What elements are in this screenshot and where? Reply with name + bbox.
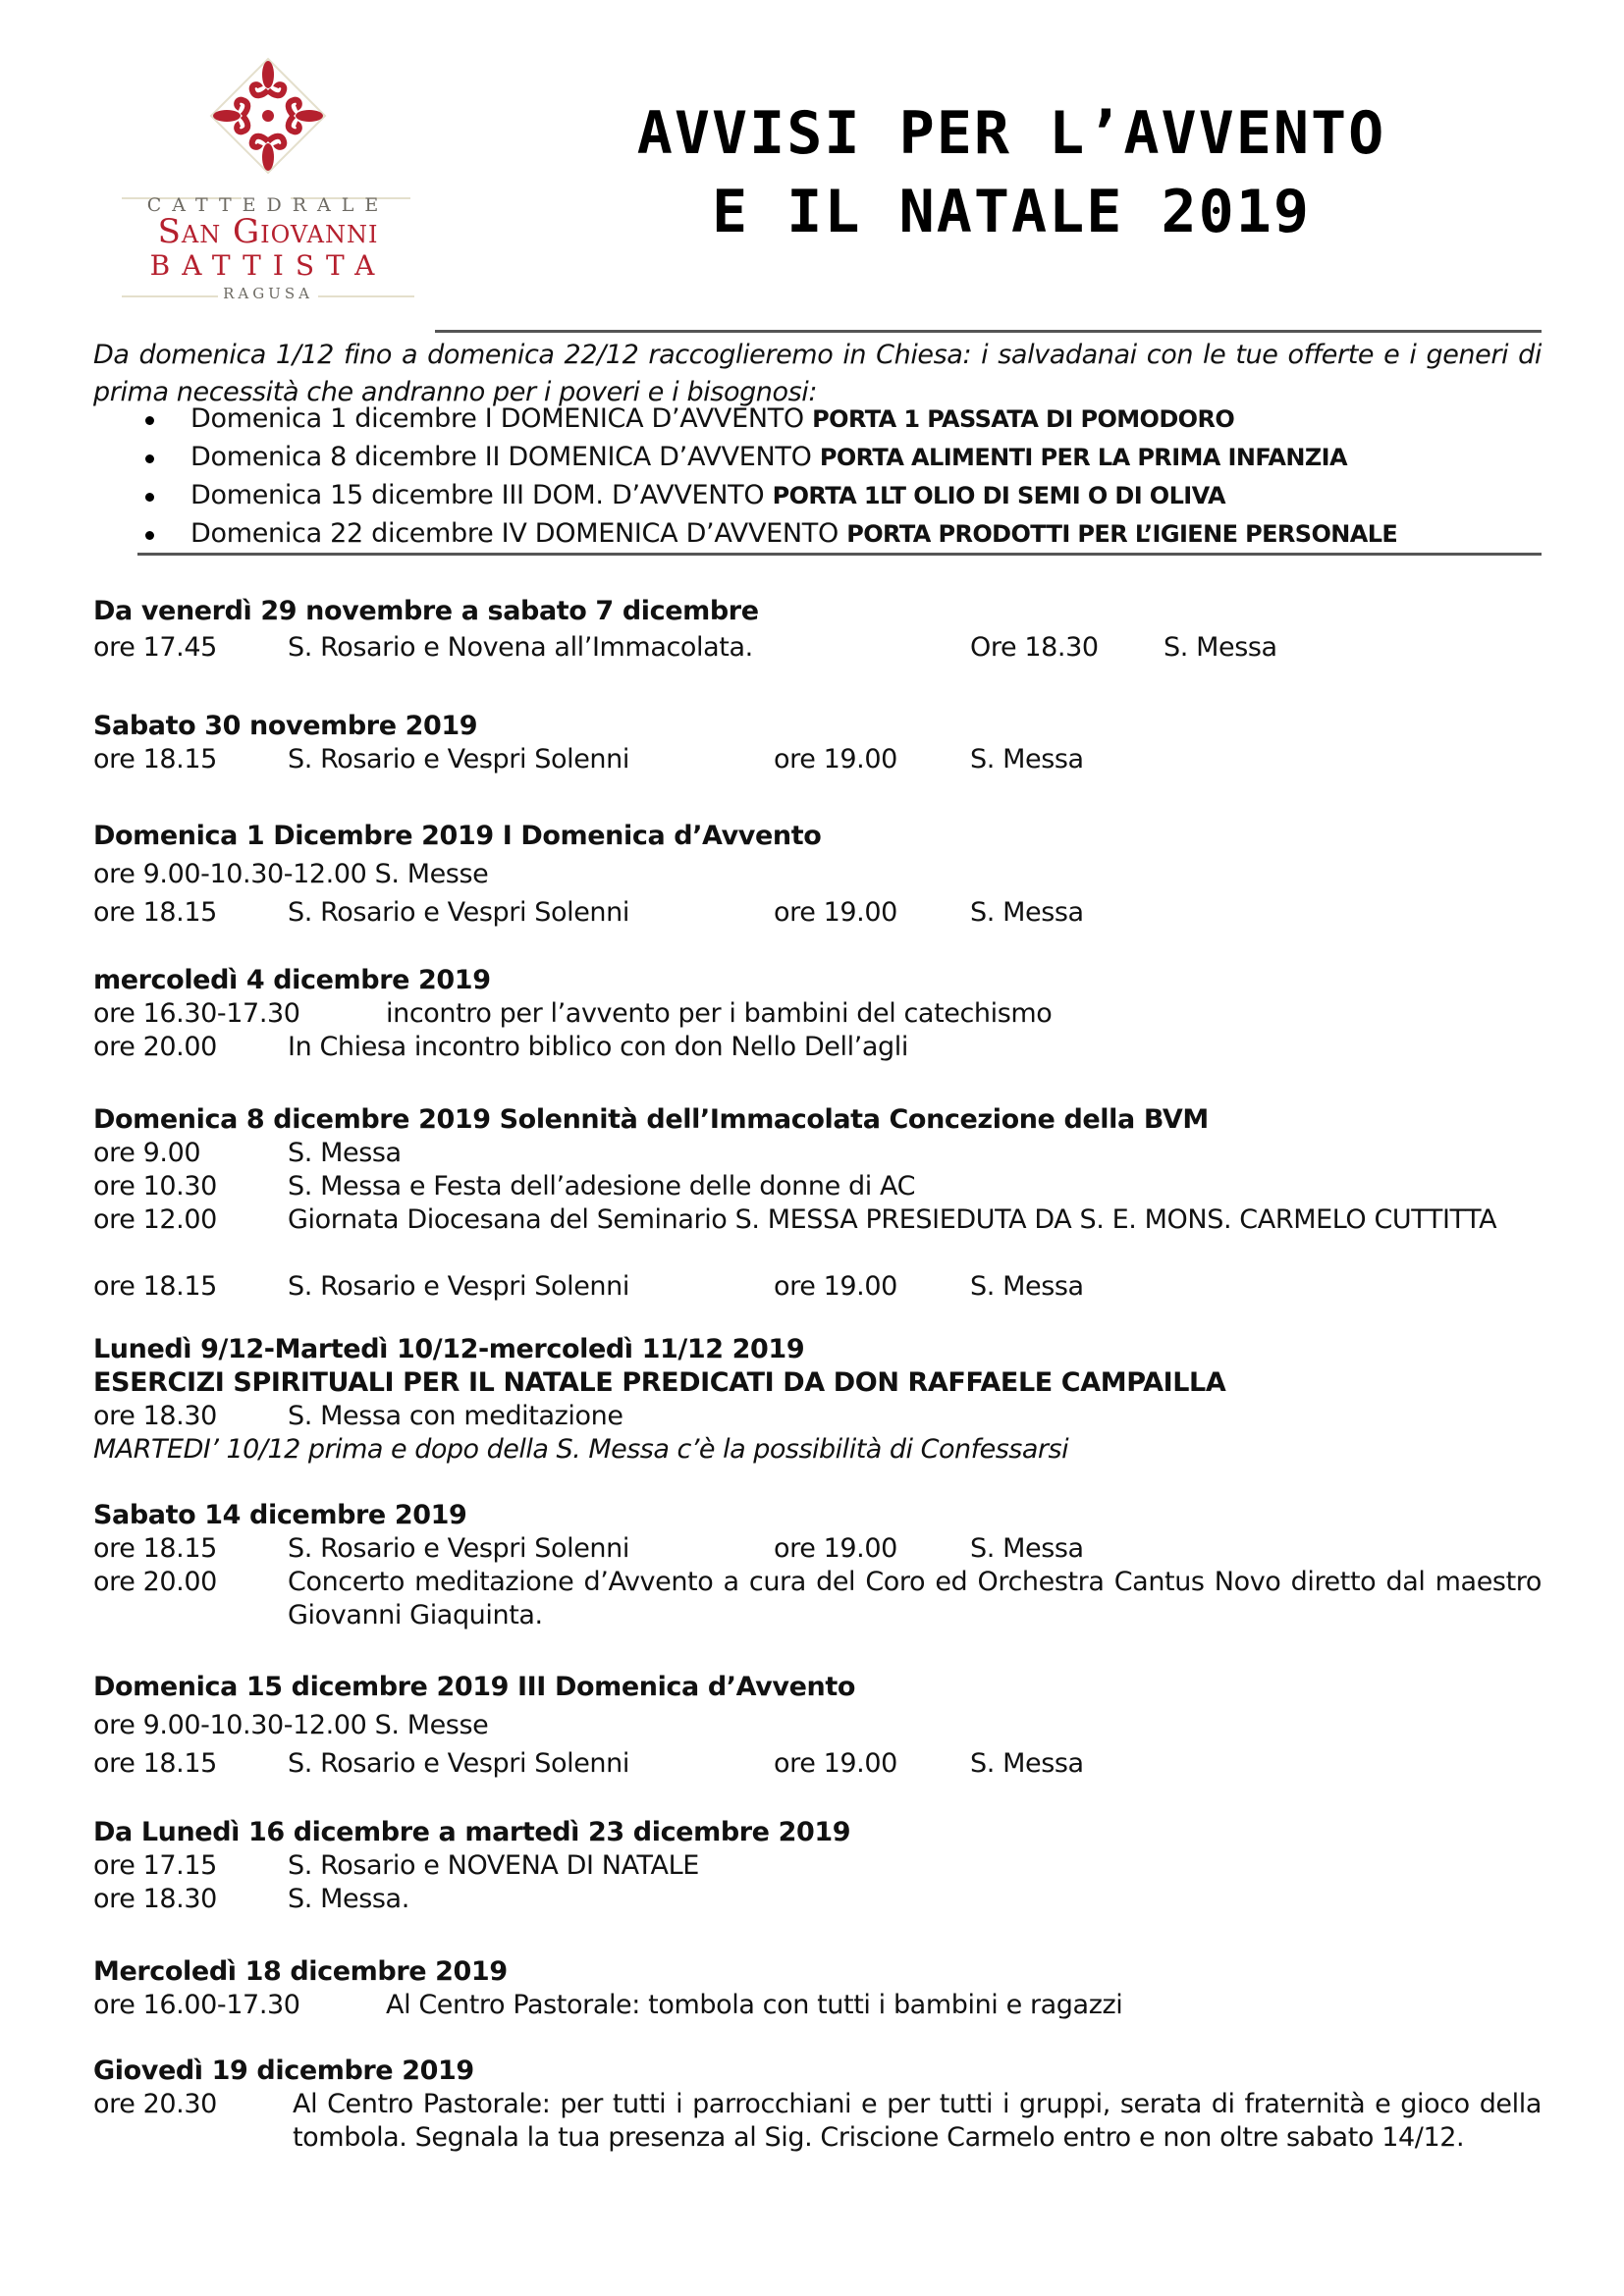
schedule-row xyxy=(93,997,1542,1031)
cathedral-logo xyxy=(116,57,420,302)
activity: incontro per l’avvento per i bambini del catechismo xyxy=(386,998,1053,1029)
schedule-text: ore 9.00-10.30-12.00 S. Messe xyxy=(93,1710,489,1740)
schedule-row xyxy=(93,1031,1542,1064)
schedule-row xyxy=(93,1203,1542,1270)
schedule-row xyxy=(93,855,1542,893)
time: ore 12.00 xyxy=(93,1204,217,1235)
time: ore 19.00 xyxy=(774,1533,897,1564)
donation-request: PORTA ALIMENTI PER LA PRIMA INFANZIA xyxy=(819,444,1347,471)
activity: S. Rosario e Vespri Solenni xyxy=(288,1748,629,1779)
schedule-row xyxy=(93,1137,1542,1170)
donation-label: Domenica 1 dicembre I DOMENICA D’AVVENTO xyxy=(190,403,813,434)
schedule-row xyxy=(93,1532,1542,1566)
divider-top xyxy=(435,330,1542,333)
activity: Al Centro Pastorale: per tutti i parrocchiani e per tutti i gruppi, serata di fraternità e gioco della tombola. Segnala la tua presenza al Sig. Criscione Carmelo entro e non oltre sabato 14/12. xyxy=(293,2089,1542,2153)
schedule-row xyxy=(93,1883,1542,1916)
section-heading: Giovedì 19 dicembre 2019 xyxy=(93,2056,474,2086)
donation-item xyxy=(137,400,1551,438)
bullet-icon xyxy=(145,416,154,425)
section-heading: Da Lunedì 16 dicembre a martedì 23 dicembre 2019 xyxy=(93,1817,851,1847)
schedule-text: ore 9.00-10.30-12.00 S. Messe xyxy=(93,859,489,889)
section-heading: Domenica 15 dicembre 2019 III Domenica d’Avvento xyxy=(93,1672,855,1702)
activity: S. Messa xyxy=(970,1748,1084,1779)
time: Ore 18.30 xyxy=(970,632,1099,663)
time: ore 17.15 xyxy=(93,1850,217,1881)
schedule-section xyxy=(93,964,1542,1064)
time: ore 18.15 xyxy=(93,1533,217,1564)
time: ore 18.15 xyxy=(93,1748,217,1779)
schedule-section xyxy=(93,1103,1542,1304)
section-heading: Lunedì 9/12-Martedì 10/12-mercoledì 11/12 2019 xyxy=(93,1334,805,1364)
time: ore 18.15 xyxy=(93,897,217,928)
activity: S. Messa xyxy=(288,1138,402,1168)
activity: S. Messa xyxy=(970,744,1084,774)
activity: Giornata Diocesana del Seminario S. MESSA PRESIEDUTA DA S. E. MONS. CARMELO CUTTITTA xyxy=(288,1204,1497,1235)
activity: S. Messa xyxy=(970,1533,1084,1564)
logo-san-giovanni: San Giovanni xyxy=(157,212,379,251)
donation-item xyxy=(137,476,1551,514)
time: ore 20.00 xyxy=(93,1032,217,1062)
fleur-cross-icon xyxy=(209,57,327,175)
bullet-icon xyxy=(145,493,154,502)
activity: S. Rosario e Vespri Solenni xyxy=(288,1533,629,1564)
time: ore 16.30-17.30 xyxy=(93,998,300,1029)
schedule-row xyxy=(93,1989,1542,2022)
donation-label: Domenica 15 dicembre III DOM. D’AVVENTO xyxy=(190,480,773,510)
time: ore 19.00 xyxy=(774,897,897,928)
bullet-icon xyxy=(145,454,154,463)
donation-request: PORTA 1LT OLIO DI SEMI O DI OLIVA xyxy=(772,482,1225,509)
time: ore 9.00 xyxy=(93,1138,201,1168)
time: ore 19.00 xyxy=(774,744,897,774)
activity: S. Messa. xyxy=(288,1884,409,1914)
schedule-row xyxy=(93,2088,1542,2188)
donation-label: Domenica 22 dicembre IV DOMENICA D’AVVENTO xyxy=(190,518,847,549)
donation-list xyxy=(137,400,1551,553)
schedule-row xyxy=(93,1170,1542,1203)
activity: S. Messa xyxy=(970,897,1084,928)
donation-item xyxy=(137,438,1551,476)
schedule-row xyxy=(93,1744,1542,1783)
time: ore 19.00 xyxy=(774,1271,897,1302)
section-heading: mercoledì 4 dicembre 2019 xyxy=(93,965,491,995)
time: ore 10.30 xyxy=(93,1171,217,1201)
logo-battista: BATTISTA xyxy=(149,249,387,282)
section-heading: Domenica 1 Dicembre 2019 I Domenica d’Avvento xyxy=(93,821,822,851)
schedule-row xyxy=(93,1706,1542,1744)
schedule-row xyxy=(93,743,1542,776)
activity: S. Rosario e Vespri Solenni xyxy=(288,897,629,928)
time: ore 18.30 xyxy=(93,1401,217,1431)
schedule-section xyxy=(93,2055,1542,2188)
donation-request: PORTA 1 PASSATA DI POMODORO xyxy=(812,405,1235,433)
time: ore 18.15 xyxy=(93,744,217,774)
section-heading: Domenica 8 dicembre 2019 Solennità dell’Immacolata Concezione della BVM xyxy=(93,1104,1209,1135)
time: ore 17.45 xyxy=(93,632,217,663)
activity: Concerto meditazione d’Avvento a cura del Coro ed Orchestra Cantus Novo diretto dal maestro Giovanni Giaquinta. xyxy=(288,1567,1542,1630)
divider-bottom xyxy=(137,553,1542,556)
time: ore 18.15 xyxy=(93,1271,217,1302)
time: ore 20.00 xyxy=(93,1567,217,1597)
activity: S. Messa xyxy=(1164,632,1277,663)
section-heading: Da venerdì 29 novembre a sabato 7 dicembre xyxy=(93,596,759,626)
activity: S. Messa con meditazione xyxy=(288,1401,623,1431)
schedule-section xyxy=(93,817,1542,932)
section-subheading: ESERCIZI SPIRITUALI PER IL NATALE PREDICATI DA DON RAFFAELE CAMPAILLA xyxy=(93,1367,1226,1398)
activity: Al Centro Pastorale: tombola con tutti i bambini e ragazzi xyxy=(386,1990,1123,2020)
schedule-row xyxy=(93,1400,1542,1433)
schedule-section xyxy=(93,1499,1542,1632)
logo-ragusa: RAGUSA xyxy=(223,285,313,302)
donation-label: Domenica 8 dicembre II DOMENICA D’AVVENTO xyxy=(190,442,820,472)
section-heading: Sabato 14 dicembre 2019 xyxy=(93,1500,467,1530)
activity: S. Rosario e NOVENA DI NATALE xyxy=(288,1850,699,1881)
section-heading: Sabato 30 novembre 2019 xyxy=(93,711,478,741)
donation-request: PORTA PRODOTTI PER L’IGIENE PERSONALE xyxy=(846,520,1398,548)
schedule-section xyxy=(93,595,1542,667)
time: ore 18.30 xyxy=(93,1884,217,1914)
intro-text: Da domenica 1/12 fino a domenica 22/12 raccoglieremo in Chiesa: i salvadanai con le tue offerte e i generi di prima necessità che andranno per i poveri e i bisognosi: xyxy=(93,340,1542,407)
activity: S. Rosario e Vespri Solenni xyxy=(288,744,629,774)
title-line-2: E IL NATALE 2019 xyxy=(712,178,1311,246)
schedule-section xyxy=(93,1668,1542,1783)
schedule-row xyxy=(93,628,1542,667)
activity: S. Rosario e Vespri Solenni xyxy=(288,1271,629,1302)
activity: In Chiesa incontro biblico con don Nello Dell’agli xyxy=(288,1032,908,1062)
schedule-section xyxy=(93,1955,1542,2022)
schedule-section xyxy=(93,1333,1542,1467)
time: ore 20.30 xyxy=(93,2089,217,2119)
activity: S. Messa xyxy=(970,1271,1084,1302)
schedule-section xyxy=(93,1816,1542,1916)
page-title xyxy=(511,94,1512,251)
title-line-1: AVVISI PER L’AVVENTO xyxy=(636,99,1386,168)
schedule-row xyxy=(93,1270,1542,1304)
schedule-row xyxy=(93,1566,1542,1632)
activity: S. Messa e Festa dell’adesione delle donne di AC xyxy=(288,1171,916,1201)
activity: S. Rosario e Novena all’Immacolata. xyxy=(288,632,753,663)
time: ore 16.00-17.30 xyxy=(93,1990,300,2020)
schedule-section xyxy=(93,710,1542,776)
confession-note: MARTEDI’ 10/12 prima e dopo della S. Messa c’è la possibilità di Confessarsi xyxy=(93,1434,1069,1465)
time: ore 19.00 xyxy=(774,1748,897,1779)
schedule-row xyxy=(93,1849,1542,1883)
donation-item xyxy=(137,514,1551,553)
bullet-icon xyxy=(145,531,154,540)
schedule-row xyxy=(93,893,1542,932)
logo-cattedrale: CATTEDRALE xyxy=(146,194,390,216)
section-heading: Mercoledì 18 dicembre 2019 xyxy=(93,1956,508,1987)
